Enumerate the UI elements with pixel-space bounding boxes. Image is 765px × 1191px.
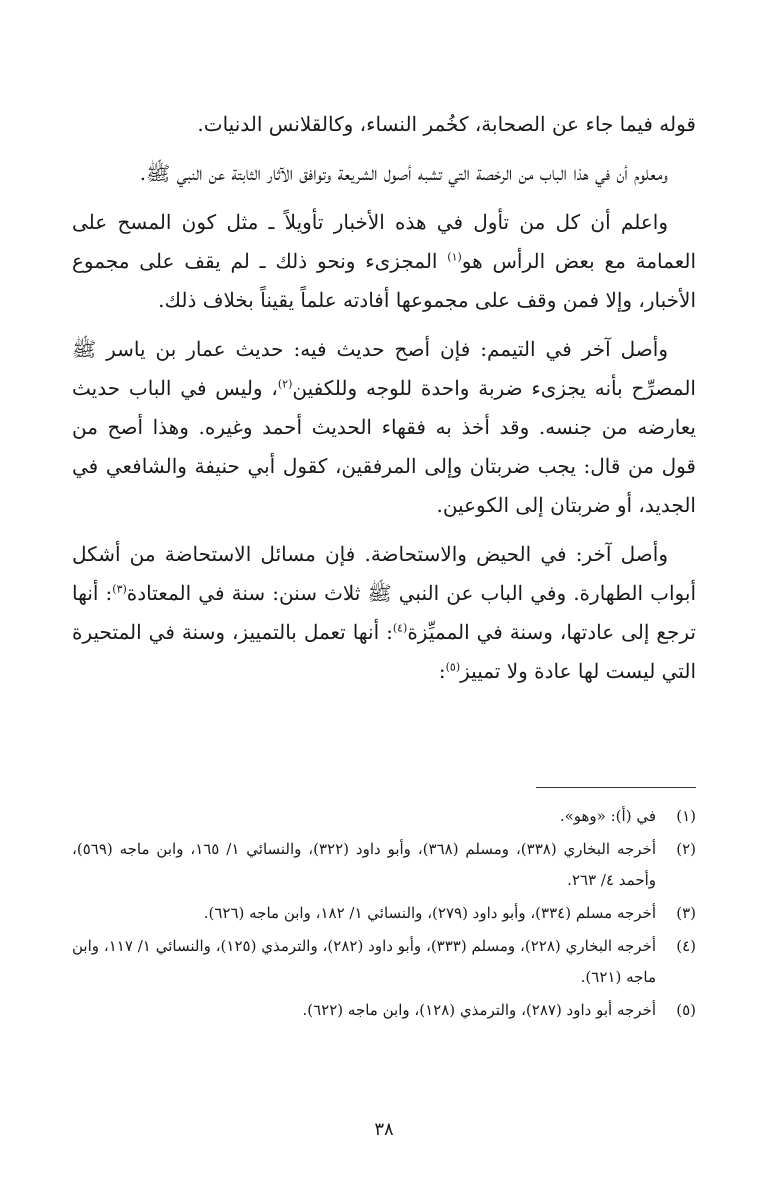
footnote-text: أخرجه أبو داود (٢٨٧)، والترمذي (١٢٨)، وابن ماجه (٦٢٢).	[302, 1001, 656, 1019]
paragraph	[72, 154, 696, 193]
footnote	[72, 898, 696, 929]
paragraph	[72, 105, 696, 144]
paragraph-text: المجزىء ونحو ذلك ـ لم يقف على مجموع الأخبار، وإلا فمن وقف على مجموعها أفادته علماً يقيناً بخلاف ذلك.	[72, 249, 696, 312]
footnote-number: (٣)	[676, 904, 696, 922]
paragraph-text: : أنها تعمل بالتمييز، وسنة في المتحيرة التي ليست لها عادة ولا تمييز	[72, 620, 696, 683]
main-text	[72, 105, 696, 691]
footnote-text: أخرجه مسلم (٣٣٤)، وأبو داود (٢٧٩)، والنسائي ١/ ١٨٢، وابن ماجه (٦٢٦).	[203, 904, 656, 922]
footnote-reference: (١)	[447, 250, 462, 264]
paragraph	[72, 330, 696, 525]
footnote-reference: (٢)	[277, 377, 293, 391]
paragraph	[72, 203, 696, 320]
footnote-number: (٤)	[676, 937, 696, 955]
footnote-number: (٥)	[676, 1001, 696, 1019]
footnote-separator	[536, 787, 696, 788]
paragraph-text: ، وليس في الباب حديث يعارضه من جنسه. وقد أخذ به فقهاء الحديث أحمد وغيره. وهذا أصح من قول من قال: يجب ضربتان وإلى المرفقين، كقول أبي حنيفة والشافعي في الجديد، أو ضربتان إلى الكوعين.	[72, 376, 696, 517]
paragraph-text: :	[438, 659, 446, 683]
footnote	[72, 834, 696, 896]
paragraph-text: واعلم أن كل من تأول في هذه الأخبار تأويلاً ـ مثل كون المسح على العمامة مع بعض الرأس هو	[72, 210, 696, 273]
footnote-reference: (٣)	[112, 582, 127, 596]
footnote-number: (٢)	[676, 840, 696, 858]
paragraph-text: ومعلوم أن في هذا الباب من الرخصة التي تشبه أصول الشريعة وتوافق الآثار الثابتة عن النبي ﷺ.	[139, 161, 668, 185]
paragraph-text: وأصل آخر: في الحيض والاستحاضة. فإن مسائل الاستحاضة من أشكل أبواب الطهارة. وفي الباب عن النبي ﷺ ثلاث سنن: سنة في المعتادة	[72, 542, 697, 605]
paragraph-text: قوله فيما جاء عن الصحابة، كخُمر النساء، وكالقلانس الدنيات.	[197, 112, 696, 136]
footnote-number: (١)	[676, 807, 696, 825]
page-content	[72, 105, 697, 1140]
footnote-text: في (أ): «وهو».	[559, 807, 656, 825]
paragraph-text: وأصل آخر في التيمم: فإن أصح حديث فيه: حديث عمار بن ياسر ﷺ المصرِّح بأنه يجزىء ضربة واحدة للوجه وللكفين	[72, 337, 696, 400]
footnote	[72, 801, 696, 832]
footnote-reference: (٥)	[445, 660, 461, 674]
footnote-reference: (٤)	[392, 621, 408, 635]
footnote	[72, 931, 696, 993]
page-number: ٣٨	[374, 1119, 394, 1140]
footnotes	[72, 801, 696, 1028]
footnote-text: أخرجه البخاري (٢٢٨)، ومسلم (٣٣٣)، وأبو داود (٢٨٢)، والترمذي (١٢٥)، والنسائي ١/ ١١٧، وابن ماجه (٦٢١).	[72, 937, 656, 986]
paragraph	[72, 535, 696, 691]
paragraph-text: : أنها ترجع إلى عادتها، وسنة في المميِّزة	[72, 581, 696, 644]
footnote	[72, 995, 696, 1026]
footnote-text: أخرجه البخاري (٣٣٨)، ومسلم (٣٦٨)، وأبو داود (٣٢٢)، والنسائي ١/ ١٦٥، وابن ماجه (٥٦٩)، وأحمد ٤/ ٢٦٣.	[72, 840, 656, 889]
